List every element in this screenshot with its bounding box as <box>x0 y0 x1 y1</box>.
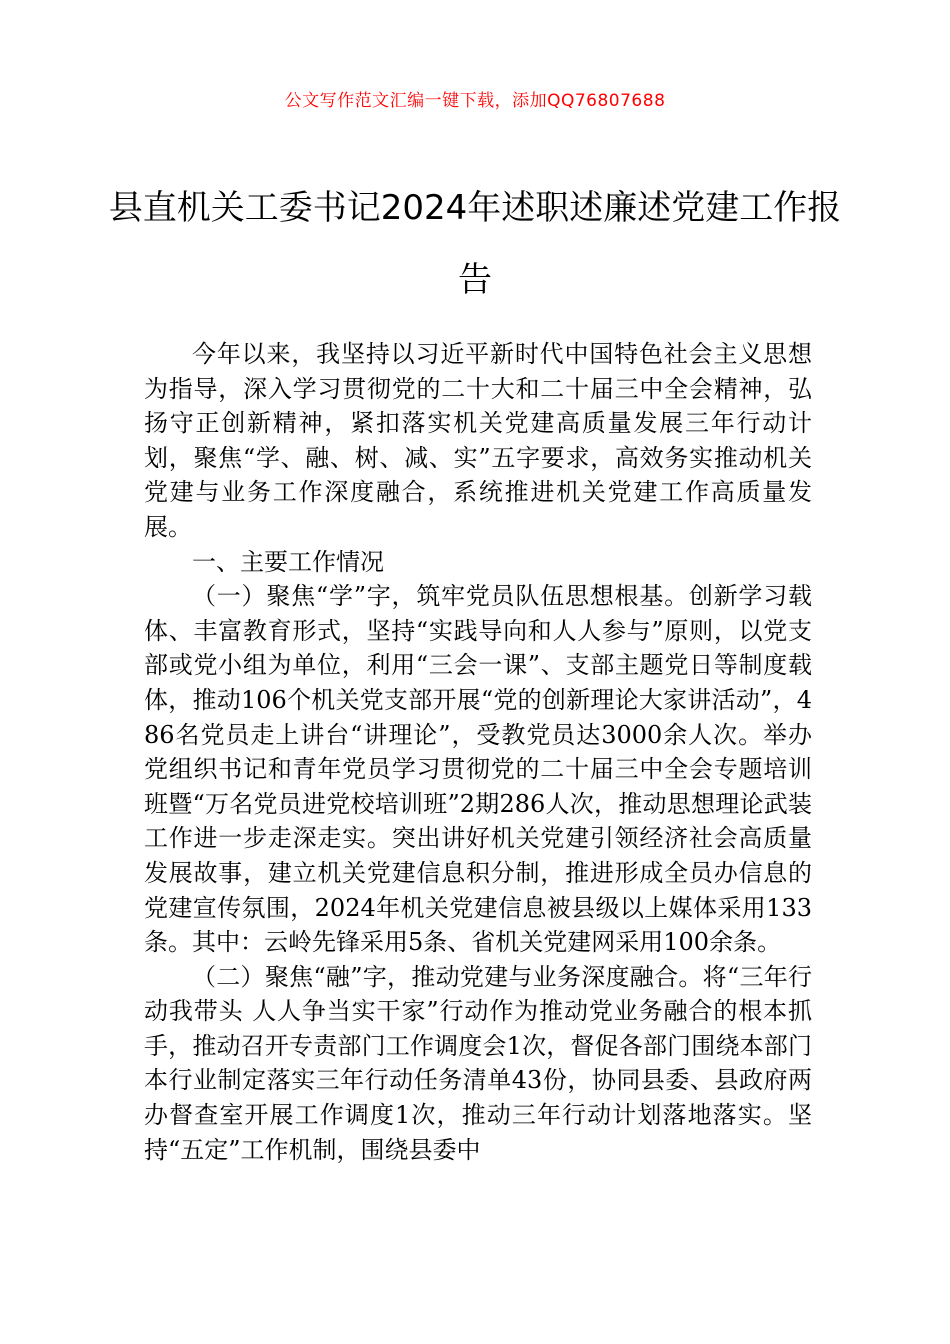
download-notice: 公文写作范文汇编一键下载，添加QQ76807688 <box>284 91 666 111</box>
paragraph-study: （一）聚焦“学”字，筑牢党员队伍思想根基。创新学习载体、丰富教育形式，坚持“实践导向和人人参与”原则，以党支部或党小组为单位，利用“三会一课”、支部主题党日等制度载体，推动106个机关党支部开展“党的创新理论大家讲活动”，486名党员走上讲台“讲理论”，受教党员达3000余人次。举办党组织书记和青年党员学习贯彻党的二十届三中全会专题培训班暨“万名党员进党校培训班”2期286人次，推动思想理论武装工作进一步走深走实。突出讲好机关党建引领经济社会高质量发展故事，建立机关党建信息积分制，推进形成全员办信息的党建宣传氛围，2024年机关党建信息被县级以上媒体采用133条。其中：云岭先锋采用5条、省机关党建网采用100余条。 <box>144 582 812 957</box>
paragraph-intro: 今年以来，我坚持以习近平新时代中国特色社会主义思想为指导，深入学习贯彻党的二十大和二十届三中全会精神，弘扬守正创新精神，紧扣落实机关党建高质量发展三年行动计划，聚焦“学、融、树、减、实”五字要求，高效务实推动机关党建与业务工作深度融合，系统推进机关党建工作高质量发展。 <box>144 340 812 541</box>
document-body <box>144 337 812 1167</box>
document-title: 县直机关工委书记2024年述职述廉述党建工作报告 <box>108 188 842 300</box>
paragraph-integration: （二）聚焦“融”字，推动党建与业务深度融合。将“三年行动我带头 人人争当实干家”行动作为推动党业务融合的根本抓手，推动召开专责部门工作调度会1次，督促各部门围绕本部门本行业制定落实三年行动任务清单43份，协同县委、县政府两办督查室开展工作调度1次，推动三年行动计划落地落实。坚持“五定”工作机制，围绕县委中 <box>144 962 812 1164</box>
section-heading: 一、主要工作情况 <box>192 547 384 576</box>
